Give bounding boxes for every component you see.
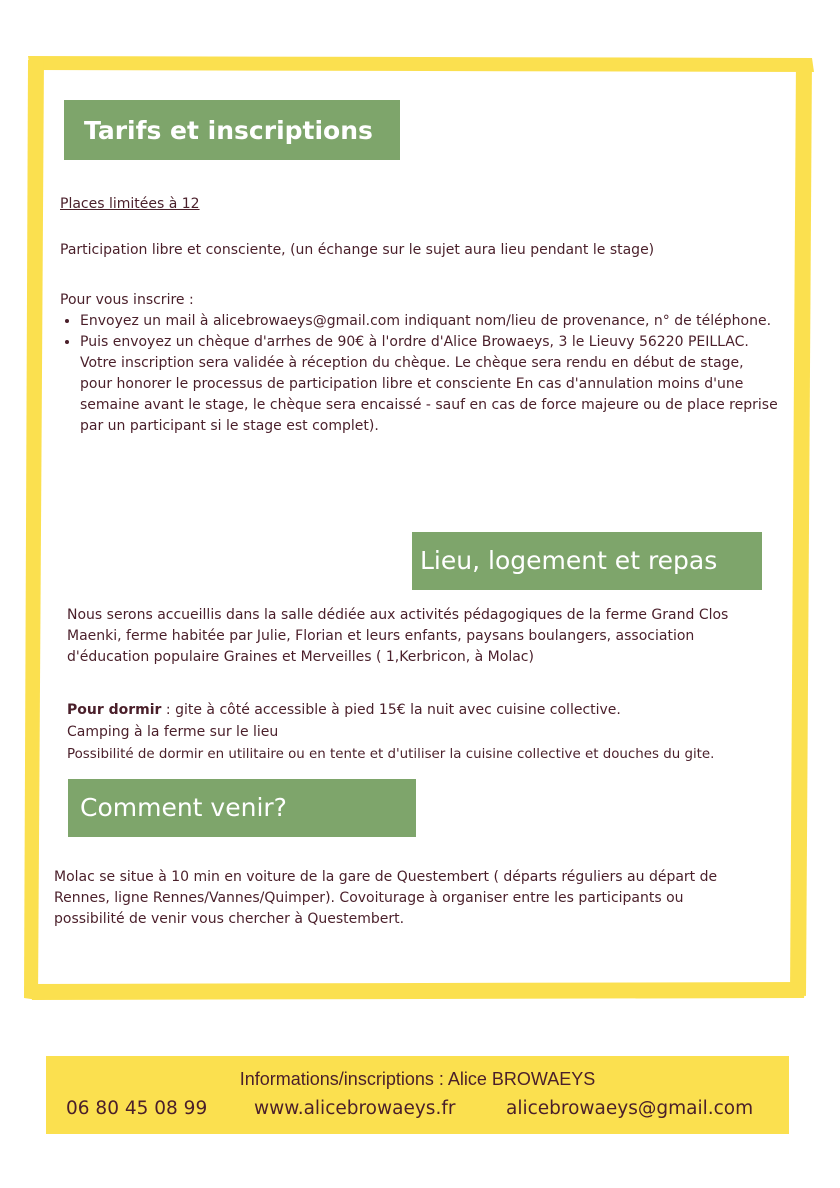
contact-footer	[46, 1056, 789, 1134]
venir-text: Molac se situe à 10 min en voiture de la gare de Questembert ( départs réguliers au départ de Rennes, ligne Rennes/Vannes/Quimper). Covoiturage à organiser entre les participants ou possibilité de venir vous chercher à Questembert.	[54, 869, 718, 927]
possibilite-text: Possibilité de dormir en utilitaire ou en tente et d'utiliser la cuisine collective et douches du gite.	[67, 747, 715, 762]
phone-number: 06 80 45 08 99	[66, 1098, 208, 1119]
lieu-heading: Lieu, logement et repas	[412, 532, 762, 590]
website-link[interactable]: www.alicebrowaeys.fr	[254, 1098, 456, 1119]
camping-text: Camping à la ferme sur le lieu	[67, 724, 279, 740]
list-item: • Puis envoyez un chèque d'arrhes de 90€ à l'ordre d'Alice Browaeys, 3 le Lieuvy 56220 PEILLAC. Votre inscription sera validée à réception du chèque. Le chèque sera rendu en début de stage, pour honorer le processus de participation libre et consciente En cas d'annulation moins d'une semaine avant le stage, le chèque sera encaissé - sauf en cas de force majeure ou de place reprise par un participant si le stage est complet).	[80, 332, 778, 437]
lieu-description: Nous serons accueillis dans la salle dédiée aux activités pédagogiques de la ferme Grand Clos Maenki, ferme habitée par Julie, Florian et leurs enfants, paysans boulangers, association d'éducation populaire Graines et Merveilles ( 1,Kerbricon, à Molac)	[67, 607, 729, 665]
tarifs-heading: Tarifs et inscriptions	[64, 100, 400, 160]
email-link[interactable]: alicebrowaeys@gmail.com	[506, 1098, 754, 1119]
inscription-steps	[60, 311, 778, 437]
venir-heading: Comment venir?	[68, 779, 416, 837]
places-limitees: Places limitées à 12	[60, 196, 200, 212]
dormir-line	[67, 700, 787, 721]
dormir-text: : gite à côté accessible à pied 15€ la nuit avec cuisine collective.	[161, 702, 621, 718]
participation-text: Participation libre et consciente, (un échange sur le sujet aura lieu pendant le stage)	[60, 242, 655, 258]
list-item: • Envoyez un mail à alicebrowaeys@gmail.com indiquant nom/lieu de provenance, n° de téléphone.	[80, 311, 778, 332]
inscription-intro: Pour vous inscrire :	[60, 292, 194, 308]
contact-line: Informations/inscriptions : Alice BROWAEYS	[239, 1069, 596, 1089]
dormir-label: Pour dormir	[67, 702, 162, 718]
